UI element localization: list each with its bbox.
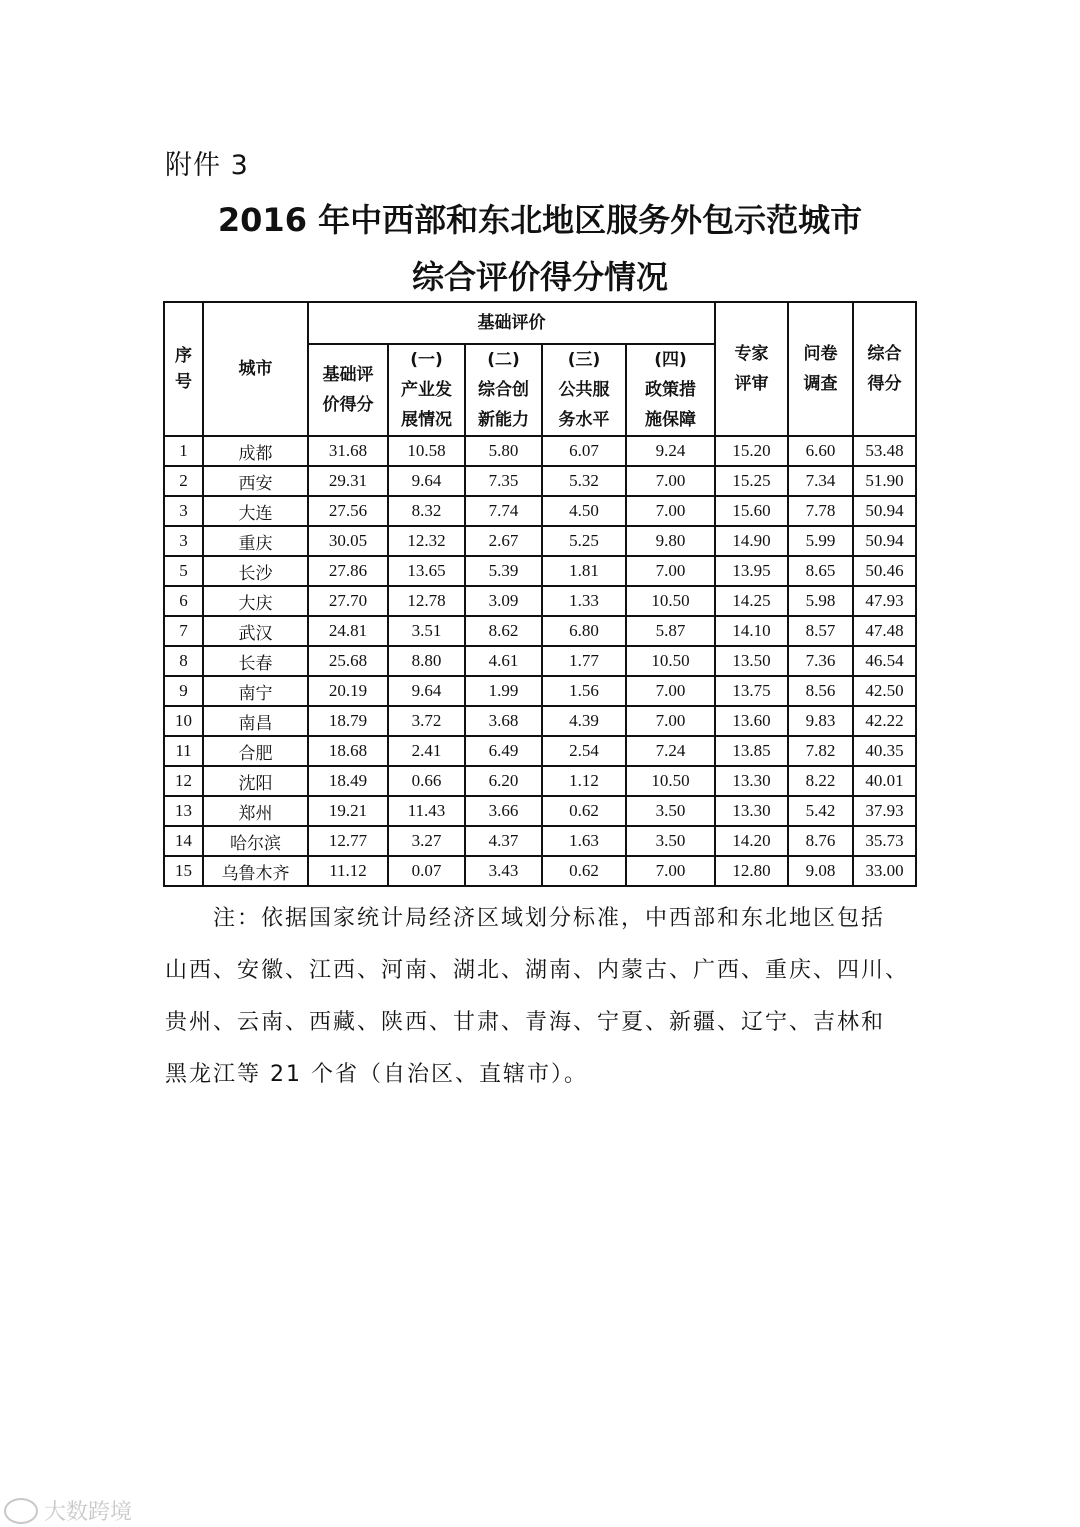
page-title-line1: 2016 年中西部和东北地区服务外包示范城市 bbox=[217, 201, 863, 239]
table-row bbox=[164, 616, 916, 646]
table-cell: 3.68 bbox=[465, 706, 542, 736]
table-cell: 13.95 bbox=[715, 556, 788, 586]
cell-city: 乌鲁木齐 bbox=[203, 856, 308, 886]
table-cell: 7.00 bbox=[626, 676, 715, 706]
table-cell: 8.62 bbox=[465, 616, 542, 646]
watermark-text: 大数跨境 bbox=[44, 1500, 133, 1525]
table-cell: 12.80 bbox=[715, 856, 788, 886]
table-cell: 1.12 bbox=[542, 766, 626, 796]
table-cell: 3 bbox=[164, 496, 203, 526]
table-cell: 7.00 bbox=[626, 466, 715, 496]
table-cell: 2 bbox=[164, 466, 203, 496]
table-cell: 37.93 bbox=[853, 796, 916, 826]
table-cell: 51.90 bbox=[853, 466, 916, 496]
table-cell: 50.46 bbox=[853, 556, 916, 586]
cell-city: 西安 bbox=[203, 466, 308, 496]
table-cell: 7.78 bbox=[788, 496, 853, 526]
table-cell: 42.50 bbox=[853, 676, 916, 706]
attachment-label: 附件 3 bbox=[165, 150, 249, 181]
table-cell: 35.73 bbox=[853, 826, 916, 856]
table-cell: 18.79 bbox=[308, 706, 388, 736]
table-cell: 0.66 bbox=[388, 766, 465, 796]
table-cell: 7.34 bbox=[788, 466, 853, 496]
table-cell: 5 bbox=[164, 556, 203, 586]
table-cell: 11.12 bbox=[308, 856, 388, 886]
table-cell: 13.30 bbox=[715, 796, 788, 826]
table-cell: 0.07 bbox=[388, 856, 465, 886]
table-cell: 6.07 bbox=[542, 436, 626, 466]
table-cell: 3.27 bbox=[388, 826, 465, 856]
table-cell: 50.94 bbox=[853, 526, 916, 556]
table-cell: 46.54 bbox=[853, 646, 916, 676]
cell-city: 武汉 bbox=[203, 616, 308, 646]
table-cell: 5.39 bbox=[465, 556, 542, 586]
table-row bbox=[164, 586, 916, 616]
table-cell: 1.63 bbox=[542, 826, 626, 856]
table-cell: 5.80 bbox=[465, 436, 542, 466]
footnote-line: 山西、安徽、江西、河南、湖北、湖南、内蒙古、广西、重庆、四川、 bbox=[165, 958, 910, 983]
table-row bbox=[164, 706, 916, 736]
table-cell: 27.70 bbox=[308, 586, 388, 616]
table-cell: 2.41 bbox=[388, 736, 465, 766]
header-basic-group: 基础评价 bbox=[308, 302, 715, 344]
header-seq: 序号 bbox=[164, 302, 203, 436]
table-cell: 7.00 bbox=[626, 706, 715, 736]
table-cell: 1.33 bbox=[542, 586, 626, 616]
header-survey: 问卷调查 bbox=[788, 302, 853, 436]
table-cell: 0.62 bbox=[542, 796, 626, 826]
table-cell: 12.77 bbox=[308, 826, 388, 856]
cell-city: 哈尔滨 bbox=[203, 826, 308, 856]
table-cell: 12 bbox=[164, 766, 203, 796]
table-cell: 14.90 bbox=[715, 526, 788, 556]
table-cell: 7.82 bbox=[788, 736, 853, 766]
cell-city: 大连 bbox=[203, 496, 308, 526]
header-total: 综合得分 bbox=[853, 302, 916, 436]
table-cell: 12.78 bbox=[388, 586, 465, 616]
table-cell: 5.87 bbox=[626, 616, 715, 646]
page-title-line2: 综合评价得分情况 bbox=[411, 258, 668, 296]
table-cell: 13.30 bbox=[715, 766, 788, 796]
table-cell: 30.05 bbox=[308, 526, 388, 556]
table-cell: 50.94 bbox=[853, 496, 916, 526]
header-expert: 专家评审 bbox=[715, 302, 788, 436]
table-cell: 6.80 bbox=[542, 616, 626, 646]
table-cell: 7.35 bbox=[465, 466, 542, 496]
table-cell: 53.48 bbox=[853, 436, 916, 466]
table-cell: 6.20 bbox=[465, 766, 542, 796]
table-cell: 13.50 bbox=[715, 646, 788, 676]
cell-city: 南宁 bbox=[203, 676, 308, 706]
table-cell: 14.20 bbox=[715, 826, 788, 856]
table-cell: 18.68 bbox=[308, 736, 388, 766]
table-cell: 3.50 bbox=[626, 826, 715, 856]
table-cell: 14.25 bbox=[715, 586, 788, 616]
footnote-line: 注：依据国家统计局经济区域划分标准，中西部和东北地区包括 bbox=[165, 906, 886, 931]
table-cell: 8.65 bbox=[788, 556, 853, 586]
table-cell: 8 bbox=[164, 646, 203, 676]
table-cell: 4.37 bbox=[465, 826, 542, 856]
table-cell: 7.24 bbox=[626, 736, 715, 766]
header-city: 城市 bbox=[203, 302, 308, 436]
table-cell: 12.32 bbox=[388, 526, 465, 556]
table-cell: 9.80 bbox=[626, 526, 715, 556]
table-cell: 25.68 bbox=[308, 646, 388, 676]
table-cell: 8.32 bbox=[388, 496, 465, 526]
watermark bbox=[4, 1495, 132, 1526]
table-cell: 3.72 bbox=[388, 706, 465, 736]
table-cell: 1.99 bbox=[465, 676, 542, 706]
cell-city: 成都 bbox=[203, 436, 308, 466]
table-cell: 1 bbox=[164, 436, 203, 466]
table-cell: 18.49 bbox=[308, 766, 388, 796]
table-cell: 40.01 bbox=[853, 766, 916, 796]
table-cell: 10.50 bbox=[626, 766, 715, 796]
table-row bbox=[164, 766, 916, 796]
table-cell: 3.09 bbox=[465, 586, 542, 616]
score-table bbox=[163, 301, 917, 887]
table-cell: 10 bbox=[164, 706, 203, 736]
cell-city: 长春 bbox=[203, 646, 308, 676]
table-cell: 2.67 bbox=[465, 526, 542, 556]
table-cell: 15 bbox=[164, 856, 203, 886]
table-cell: 1.81 bbox=[542, 556, 626, 586]
table-cell: 8.57 bbox=[788, 616, 853, 646]
table-cell: 7.00 bbox=[626, 856, 715, 886]
table-cell: 9.24 bbox=[626, 436, 715, 466]
table-cell: 5.25 bbox=[542, 526, 626, 556]
table-cell: 15.20 bbox=[715, 436, 788, 466]
table-cell: 3 bbox=[164, 526, 203, 556]
table-cell: 1.77 bbox=[542, 646, 626, 676]
table-cell: 7.36 bbox=[788, 646, 853, 676]
table-cell: 5.98 bbox=[788, 586, 853, 616]
table-cell: 5.42 bbox=[788, 796, 853, 826]
footnote-line: 黑龙江等 21 个省（自治区、直辖市）。 bbox=[165, 1062, 588, 1087]
table-cell: 11.43 bbox=[388, 796, 465, 826]
table-row bbox=[164, 826, 916, 856]
footnote bbox=[165, 893, 917, 1101]
table-cell: 27.56 bbox=[308, 496, 388, 526]
table-cell: 9.08 bbox=[788, 856, 853, 886]
cell-city: 郑州 bbox=[203, 796, 308, 826]
table-cell: 20.19 bbox=[308, 676, 388, 706]
table-cell: 3.66 bbox=[465, 796, 542, 826]
table-cell: 3.50 bbox=[626, 796, 715, 826]
table-cell: 1.56 bbox=[542, 676, 626, 706]
table-cell: 15.60 bbox=[715, 496, 788, 526]
cell-city: 大庆 bbox=[203, 586, 308, 616]
table-cell: 3.51 bbox=[388, 616, 465, 646]
table-cell: 5.32 bbox=[542, 466, 626, 496]
cell-city: 长沙 bbox=[203, 556, 308, 586]
table-cell: 11 bbox=[164, 736, 203, 766]
table-cell: 47.48 bbox=[853, 616, 916, 646]
header-sub1: (一) 产业发展情况 bbox=[388, 344, 465, 436]
table-cell: 4.61 bbox=[465, 646, 542, 676]
table-row bbox=[164, 496, 916, 526]
table-cell: 31.68 bbox=[308, 436, 388, 466]
table-cell: 2.54 bbox=[542, 736, 626, 766]
table-cell: 8.80 bbox=[388, 646, 465, 676]
table-cell: 27.86 bbox=[308, 556, 388, 586]
table-cell: 9 bbox=[164, 676, 203, 706]
table-cell: 8.22 bbox=[788, 766, 853, 796]
table-cell: 47.93 bbox=[853, 586, 916, 616]
table-cell: 6.49 bbox=[465, 736, 542, 766]
cell-city: 合肥 bbox=[203, 736, 308, 766]
table-row bbox=[164, 736, 916, 766]
table-row bbox=[164, 796, 916, 826]
logo-icon bbox=[4, 1498, 38, 1524]
table-cell: 4.39 bbox=[542, 706, 626, 736]
table-cell: 3.43 bbox=[465, 856, 542, 886]
table-cell: 9.83 bbox=[788, 706, 853, 736]
table-cell: 14 bbox=[164, 826, 203, 856]
cell-city: 南昌 bbox=[203, 706, 308, 736]
table-row bbox=[164, 436, 916, 466]
table-cell: 9.64 bbox=[388, 676, 465, 706]
table-cell: 4.50 bbox=[542, 496, 626, 526]
table-cell: 14.10 bbox=[715, 616, 788, 646]
table-cell: 8.76 bbox=[788, 826, 853, 856]
table-cell: 13.65 bbox=[388, 556, 465, 586]
table-cell: 7 bbox=[164, 616, 203, 646]
table-cell: 7.00 bbox=[626, 496, 715, 526]
table-cell: 13.85 bbox=[715, 736, 788, 766]
footnote-line: 贵州、云南、西藏、陕西、甘肃、青海、宁夏、新疆、辽宁、吉林和 bbox=[165, 1010, 886, 1035]
table-cell: 13 bbox=[164, 796, 203, 826]
table-row bbox=[164, 466, 916, 496]
table-cell: 7.00 bbox=[626, 556, 715, 586]
table-row bbox=[164, 676, 916, 706]
table-cell: 19.21 bbox=[308, 796, 388, 826]
table-cell: 0.62 bbox=[542, 856, 626, 886]
table-cell: 7.74 bbox=[465, 496, 542, 526]
table-row bbox=[164, 556, 916, 586]
table-body bbox=[164, 436, 916, 886]
table-cell: 8.56 bbox=[788, 676, 853, 706]
table-cell: 10.50 bbox=[626, 586, 715, 616]
table-cell: 42.22 bbox=[853, 706, 916, 736]
table-cell: 10.50 bbox=[626, 646, 715, 676]
table-cell: 29.31 bbox=[308, 466, 388, 496]
table-row bbox=[164, 646, 916, 676]
table-cell: 6.60 bbox=[788, 436, 853, 466]
header-sub4: (四) 政策措施保障 bbox=[626, 344, 715, 436]
header-sub2: (二) 综合创新能力 bbox=[465, 344, 542, 436]
table-cell: 33.00 bbox=[853, 856, 916, 886]
table-cell: 13.60 bbox=[715, 706, 788, 736]
header-basic-score: 基础评价得分 bbox=[308, 344, 388, 436]
table-cell: 15.25 bbox=[715, 466, 788, 496]
table-cell: 40.35 bbox=[853, 736, 916, 766]
table-cell: 5.99 bbox=[788, 526, 853, 556]
table-cell: 13.75 bbox=[715, 676, 788, 706]
cell-city: 重庆 bbox=[203, 526, 308, 556]
table-cell: 6 bbox=[164, 586, 203, 616]
table-row bbox=[164, 526, 916, 556]
table-row bbox=[164, 856, 916, 886]
table-cell: 24.81 bbox=[308, 616, 388, 646]
header-sub3: (三) 公共服务水平 bbox=[542, 344, 626, 436]
table-cell: 9.64 bbox=[388, 466, 465, 496]
cell-city: 沈阳 bbox=[203, 766, 308, 796]
table-cell: 10.58 bbox=[388, 436, 465, 466]
